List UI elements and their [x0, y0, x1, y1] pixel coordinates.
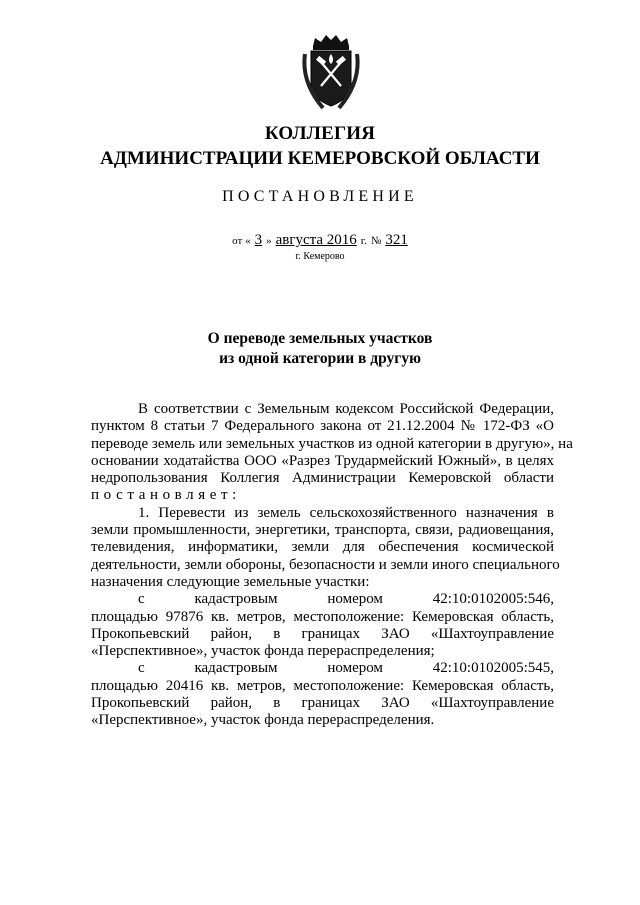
- organization-name-line2: АДМИНИСТРАЦИИ КЕМЕРОВСКОЙ ОБЛАСТИ: [100, 148, 540, 169]
- document-type: ПОСТАНОВЛЕНИЕ: [222, 188, 418, 205]
- number-sign: №: [370, 235, 382, 247]
- body-line: площадью 97876 кв. метров, местоположение: Кемеровская область,: [91, 608, 554, 625]
- body-line: переводе земель или земельных участков из одной категории в другую», на: [91, 435, 573, 452]
- body-line: основании ходатайства ООО «Разрез Трудармейский Южный», в целях: [91, 452, 554, 469]
- kemerovo-coat-of-arms-emblem: [301, 32, 361, 112]
- document-body: [91, 401, 573, 730]
- date-year-suffix: г.: [360, 235, 367, 247]
- document-number: 321: [385, 232, 408, 248]
- body-line: пунктом 8 статьи 7 Федерального закона от 21.12.2004 № 172-ФЗ «О: [91, 418, 554, 435]
- organization-name-line1: КОЛЛЕГИЯ: [264, 123, 376, 144]
- body-line: Прокопьевский район, в границах ЗАО «Шахтоуправление: [91, 625, 554, 642]
- body-line: В соответствии с Земельным кодексом Российской Федерации,: [138, 401, 554, 417]
- date-number-line: [0, 232, 640, 249]
- body-line-item-1: 1. Перевести из земель сельскохозяйственного назначения в: [138, 504, 554, 521]
- city: г. Кемерово: [295, 251, 345, 262]
- resolution-title-line1: О переводе земельных участков: [207, 330, 433, 347]
- resolution-title-line2: из одной категории в другую: [219, 350, 421, 367]
- body-line: назначения следующие земельные участки:: [91, 573, 370, 590]
- body-line-parcel-1: с кадастровым номером 42:10:0102005:546,: [138, 591, 554, 608]
- date-month-year: августа 2016: [275, 232, 357, 248]
- date-close-quote: »: [266, 235, 272, 247]
- date-prefix: от «: [232, 235, 251, 247]
- body-line-decree-word: постановляет:: [91, 487, 241, 504]
- body-line: «Перспективное», участок фонда перераспределения;: [91, 643, 435, 660]
- body-line: Прокопьевский район, в границах ЗАО «Шахтоуправление: [91, 695, 554, 712]
- body-line: деятельности, земли обороны, безопасности и земли иного специального: [91, 556, 560, 573]
- body-line: земли промышленности, энергетики, транспорта, связи, радиовещания,: [91, 522, 554, 539]
- date-day: 3: [254, 232, 263, 248]
- body-line: площадью 20416 кв. метров, местоположение: Кемеровская область,: [91, 677, 554, 694]
- body-line: телевидения, информатики, земли для обеспечения космической: [91, 539, 554, 556]
- body-line-parcel-2: с кадастровым номером 42:10:0102005:545,: [138, 660, 554, 677]
- body-line: недропользования Коллегия Администрации Кемеровской области: [91, 470, 554, 487]
- body-line: «Перспективное», участок фонда перераспределения.: [91, 712, 435, 729]
